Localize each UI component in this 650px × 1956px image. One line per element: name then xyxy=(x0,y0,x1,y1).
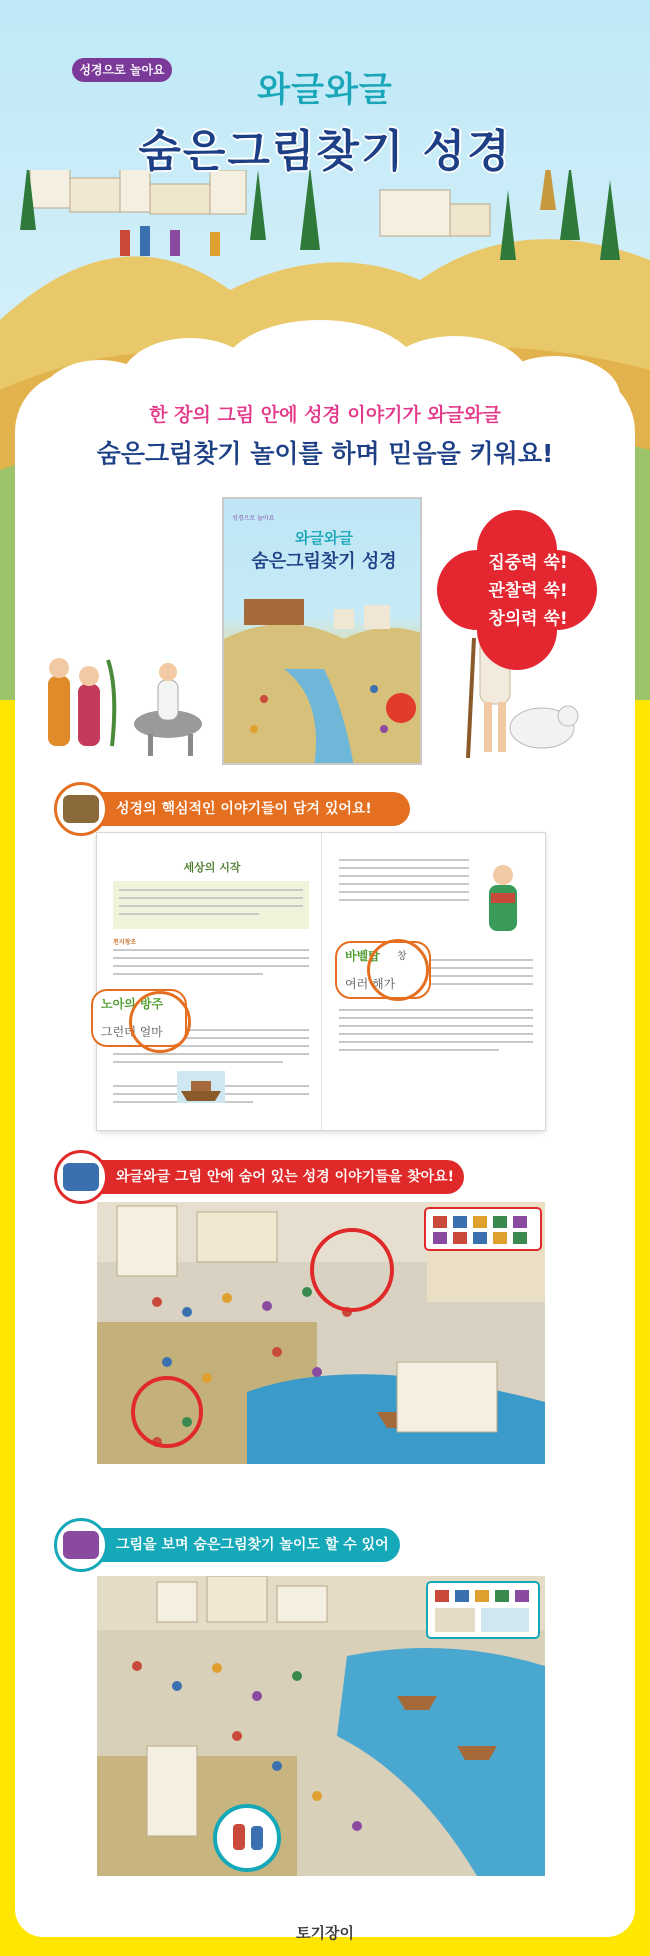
benefit-creativity: 창의력 쑥! xyxy=(488,609,568,629)
series-badge: 성경으로 놀아요 xyxy=(72,58,172,82)
page-fold xyxy=(321,833,322,1130)
callout-babel-text: 여러 해가 xyxy=(345,977,396,991)
section-thumbnail-icon xyxy=(54,782,108,836)
section-label: 성경의 핵심적인 이야기들이 담겨 있어요! xyxy=(116,801,372,817)
noah-figure-illustration xyxy=(477,861,531,939)
crowded-bible-scene-illustration xyxy=(97,1202,545,1464)
section-pill-play-game xyxy=(60,1528,400,1562)
section-label: 그림을 보며 숨은그림찾기 놀이도 할 수 있어 xyxy=(116,1537,389,1553)
intro-line-1: 한 장의 그림 안에 성경 이야기가 와글와글 xyxy=(149,404,501,426)
book-title-line-2: 숨은그림찾기 성경 xyxy=(251,551,397,572)
book-sticker xyxy=(386,693,416,723)
callout-noah-ark: 노아의 방주 xyxy=(101,997,164,1011)
title-line-1: 와글와글 xyxy=(257,70,393,110)
magnifier-ring xyxy=(129,991,191,1053)
hidden-picture-scene-1 xyxy=(97,1202,545,1464)
magnifier-ring xyxy=(367,939,429,1001)
callout-babel-tower: 바벨탑 xyxy=(345,949,380,963)
book-cover-illustration xyxy=(224,579,422,765)
benefit-focus: 집중력 쑥! xyxy=(488,553,568,573)
hidden-picture-scene-2 xyxy=(97,1576,545,1876)
galilee-scene-illustration xyxy=(97,1576,545,1876)
ark-thumbnail-illustration xyxy=(177,1071,225,1103)
benefit-observation: 관찰력 쑥! xyxy=(488,581,568,601)
section-thumbnail-icon xyxy=(54,1518,108,1572)
publisher-logo: 토기장이 xyxy=(296,1924,354,1942)
section-pill-core-stories xyxy=(60,792,410,826)
chapter-title: 세상의 시작 xyxy=(183,861,241,874)
section-label: 와글와글 그림 안에 숨어 있는 성경 이야기들을 찾아요! xyxy=(116,1169,455,1185)
callout-noah-text: 그런데 얼마 xyxy=(101,1025,163,1039)
book-cover xyxy=(222,497,422,765)
callout-babel-suffix: 창 xyxy=(397,951,407,962)
book-title-line-1: 와글와글 xyxy=(295,529,353,547)
title-line-2: 숨은그림찾기 성경 xyxy=(138,126,512,177)
palm-procession-illustration xyxy=(38,650,218,760)
section-pill-hidden-stories xyxy=(60,1160,464,1194)
story-subhead: 천지창조 xyxy=(113,939,137,946)
book-spread-preview xyxy=(97,833,545,1130)
section-thumbnail-icon xyxy=(54,1150,108,1204)
book-series-label: 성경으로 놀아요 xyxy=(232,515,275,522)
intro-line-2: 숨은그림찾기 놀이를 하며 믿음을 키워요! xyxy=(96,439,554,468)
